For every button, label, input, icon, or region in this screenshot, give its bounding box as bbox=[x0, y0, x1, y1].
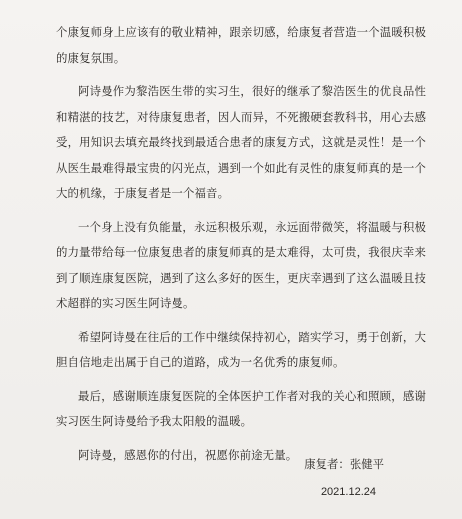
letter-paragraph-5: 最后，感谢顺连康复医院的全体医护工作者对我的关心和照顾，感谢实习医生阿诗曼给予我太阳般的温暖。 bbox=[56, 388, 426, 428]
letter-paragraph-4: 希望阿诗曼在往后的工作中继续保持初心，踏实学习，勇于创新，大胆自信地走出属于自己的道路，成为一名优秀的康复师。 bbox=[56, 329, 426, 369]
letter-date: 2021.12.24 bbox=[320, 486, 376, 498]
letter-paragraph-2: 阿诗曼作为黎浩医生带的实习生，很好的继承了黎浩医生的优良品性和精湛的技艺，对待康复患者，因人而异，不死搬硬套教科书，用心去感受，用知识去填充最终找到最适合患者的康复方式，这就是灵性！是一个从医生最难得最宝贵的闪光点，遇到一个如此有灵性的康复师真的是一个大的机缘，于康复者是一个福音。 bbox=[56, 84, 426, 200]
signature: 康复者：张健平 bbox=[304, 457, 384, 471]
letter-paragraph-3: 一个身上没有负能量，永远积极乐观，永远面带微笑，将温暖与积极的力量带给每一位康复患者的康复师真的是太难得，太可贵，我很庆幸来到了顺连康复医院，遇到了这么多好的医生，更庆幸遇到了这么温暖且技术超群的实习医生阿诗曼。 bbox=[56, 219, 426, 310]
letter-paragraph-1: 个康复师身上应该有的敬业精神，跟亲切感，给康复者营造一个温暖积极的康复氛围。 bbox=[56, 25, 426, 65]
letter-paragraph-6: 阿诗曼，感恩你的付出，祝愿你前途无量。 bbox=[78, 447, 298, 462]
letter-body bbox=[56, 20, 426, 468]
